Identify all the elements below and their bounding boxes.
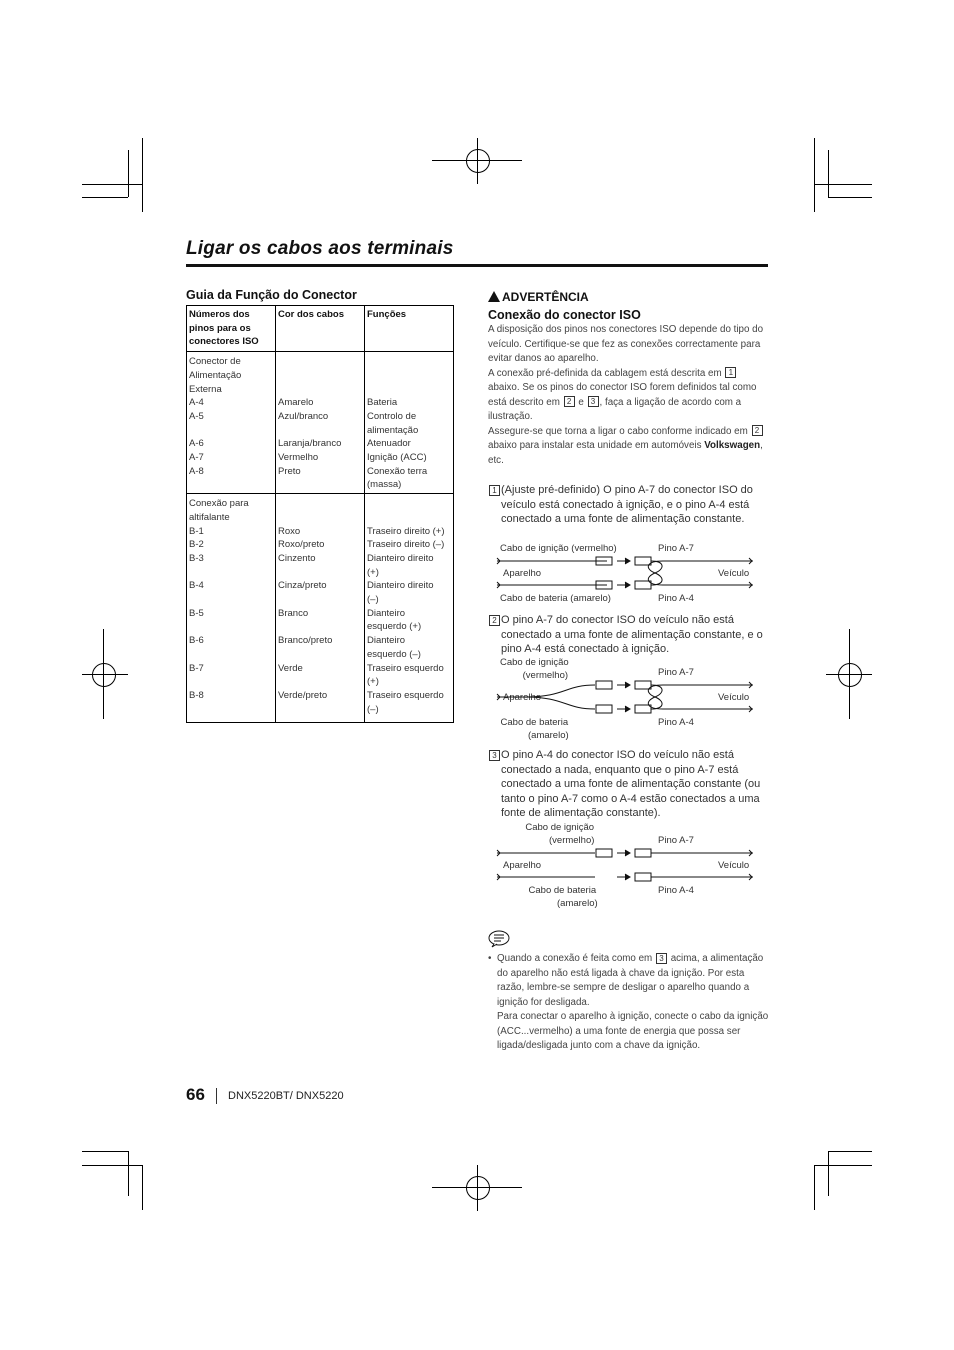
case-text: O pino A-7 do conector ISO do veículo não está conectado a uma fonte de alimentação constante, e o pino A-4 está conectado à ignição. — [501, 614, 763, 656]
wire-color: Roxo/preto — [278, 539, 325, 551]
unit-label: Aparelho — [503, 568, 542, 579]
footer-separator — [216, 1088, 217, 1104]
table-row-speakers — [187, 494, 454, 723]
page-title: Ligar os cabos aos terminais — [186, 238, 454, 259]
function: Traseiro direito (–) — [367, 539, 445, 551]
wire-color: Preto — [278, 465, 301, 477]
title-rule — [186, 264, 768, 267]
wire-color: Roxo — [278, 525, 301, 537]
function: Bateria — [367, 397, 398, 409]
pin: B-1 — [189, 525, 204, 537]
battery-cable-label: Cabo de bateria (amarelo) — [500, 717, 569, 741]
wire-color: Amarelo — [278, 397, 314, 409]
power-section-label: Conector de Alimentação Externa — [189, 356, 242, 395]
table-row-power — [187, 352, 454, 494]
wiring-diagram-1-lines — [495, 555, 757, 591]
wire-color: Laranja/branco — [278, 438, 342, 450]
unit-label: Aparelho — [503, 692, 542, 703]
warning-paragraph-2: A conexão pré-definida da cablagem está descrita em 1 abaixo. Se os pinos do conector ISO forem definidos tal como está descrito em 2 e 3 , faça a ligação de acordo com a ilustração. — [488, 367, 757, 422]
header-pins: Números dos pinos para os conectores ISO — [187, 306, 276, 352]
pin: A-4 — [189, 397, 204, 409]
case-number-box: 2 — [489, 615, 500, 626]
wire-color: Cinzento — [278, 552, 316, 564]
iso-connection-heading: Conexão do conector ISO — [488, 308, 641, 322]
case-item-3 — [488, 748, 768, 821]
pin: B-4 — [189, 580, 204, 592]
wire-color: Branco — [278, 607, 309, 619]
note-paragraph-2: Para conectar o aparelho à ignição, conecte o cabo da ignição (ACC...vermelho) a uma fonte de energia que possa ser ligada/desligada junto com a chave da ignição. — [497, 1011, 769, 1051]
pin: A-8 — [189, 465, 204, 477]
wiring-diagram-3-lines — [495, 847, 757, 883]
case-text: O pino A-4 do conector ISO do veículo não está conectado a nada, enquanto que o pino A-7 está conectado a uma fonte de alimentação constante (ou tanto o pino A-7 como o A-4 estão conectados a uma fonte de alimentação constante). — [501, 749, 761, 820]
vehicle-label: Veículo — [718, 568, 750, 579]
warning-paragraph-1: A disposição dos pinos nos conectores ISO depende do tipo do veículo. Certifique-se que fez as conexões correctamente para evitar danos ao aparelho. — [488, 324, 764, 364]
function: Dianteiro direito (+) — [367, 552, 434, 578]
connector-function-table — [186, 305, 454, 723]
pin: A-5 — [189, 410, 204, 422]
ref-box-1: 1 — [725, 367, 736, 378]
header-functions: Funções — [365, 306, 454, 352]
ignition-cable-label: Cabo de ignição (vermelho) — [500, 657, 569, 681]
warning-heading: ADVERTÊNCIA — [488, 290, 589, 304]
pin: A-6 — [189, 438, 204, 450]
wire-color: Vermelho — [278, 452, 319, 464]
function: Traseiro esquerdo (+) — [367, 662, 444, 688]
ref-box-3: 3 — [656, 953, 667, 964]
pin: B-2 — [189, 539, 204, 551]
header-wire-color: Cor dos cabos — [276, 306, 365, 352]
ignition-cable-label: Cabo de ignição (vermelho) — [525, 822, 595, 846]
ref-box-2: 2 — [564, 396, 575, 407]
note-text: • Quando a conexão é feita como em 3 acima, a alimentação do aparelho não está ligada à chave da ignição. Por esta razão, lembre-se sempre de desligar o aparelho quando a ignição for desligada. Para conectar o aparelho à ignição, conecte o cabo da ignição (ACC...vermelho) a uma fonte de energia que possa ser ligada/desligada junto com a chave da ignição. — [488, 952, 773, 1054]
wire-color: Cinza/preto — [278, 580, 327, 592]
warning-paragraph-3: Assegure-se que torna a ligar o cabo conforme indicado em 2 abaixo para instalar esta unidade em automóveis Volkswagen, etc. — [488, 425, 763, 466]
pin-a4-label: Pino A-4 — [658, 717, 694, 728]
model-name: DNX5220BT/ DNX5220 — [228, 1090, 344, 1102]
wire-color: Azul/branco — [278, 410, 329, 422]
pin-a4-label: Pino A-4 — [658, 593, 694, 604]
function: Traseiro direito (+) — [367, 525, 445, 537]
vehicle-label: Veículo — [718, 692, 750, 703]
function: Atenuador — [367, 438, 411, 450]
page-number: 66 — [186, 1085, 205, 1104]
pin: B-8 — [189, 689, 204, 701]
case-number-box: 1 — [489, 485, 500, 496]
warning-icon — [488, 291, 500, 302]
case-text: (Ajuste pré-definido) O pino A-7 do conector ISO do veículo está conectado à ignição, e o pino A-4 está conectado a uma fonte de alimentação constante. — [501, 484, 753, 526]
pin-a7-label: Pino A-7 — [658, 835, 694, 846]
vehicle-label: Veículo — [718, 860, 750, 871]
pin-a4-label: Pino A-4 — [658, 885, 694, 896]
function: Dianteiro esquerdo (–) — [367, 635, 421, 660]
function: Dianteiro esquerdo (+) — [367, 607, 422, 633]
pin-a7-label: Pino A-7 — [658, 543, 694, 554]
ignition-cable-label: Cabo de ignição (vermelho) — [500, 543, 617, 554]
pin: B-5 — [189, 607, 204, 619]
pin: B-3 — [189, 552, 204, 564]
battery-cable-label: Cabo de bateria (amarelo) — [528, 885, 598, 909]
case-item-1 — [488, 483, 768, 527]
function: Controlo de alimentação — [367, 410, 419, 436]
ref-box-3: 3 — [588, 396, 599, 407]
pin: B-7 — [189, 662, 204, 674]
guide-heading: Guia da Função do Conector — [186, 288, 357, 302]
battery-cable-label: Cabo de bateria (amarelo) — [500, 593, 611, 604]
wire-color: Verde — [278, 662, 303, 674]
pin-a7-label: Pino A-7 — [658, 667, 694, 678]
case-item-2 — [488, 613, 768, 657]
speaker-section-label: Conexão para altifalante — [189, 498, 249, 523]
pin: B-6 — [189, 635, 204, 647]
function: Dianteiro direito (–) — [367, 580, 434, 606]
warning-text — [488, 323, 770, 468]
wire-color: Branco/preto — [278, 635, 333, 647]
function: Conexão terra (massa) — [367, 465, 428, 491]
ref-box-2: 2 — [752, 425, 763, 436]
function: Traseiro esquerdo (–) — [367, 689, 444, 715]
wiring-diagram-2-lines — [495, 679, 757, 715]
unit-label: Aparelho — [503, 860, 542, 871]
function: Ignição (ACC) — [367, 452, 427, 464]
wire-color: Verde/preto — [278, 689, 328, 701]
pin: A-7 — [189, 452, 204, 464]
case-number-box: 3 — [489, 750, 500, 761]
note-icon — [488, 930, 510, 948]
note-bullet: • — [488, 953, 492, 964]
